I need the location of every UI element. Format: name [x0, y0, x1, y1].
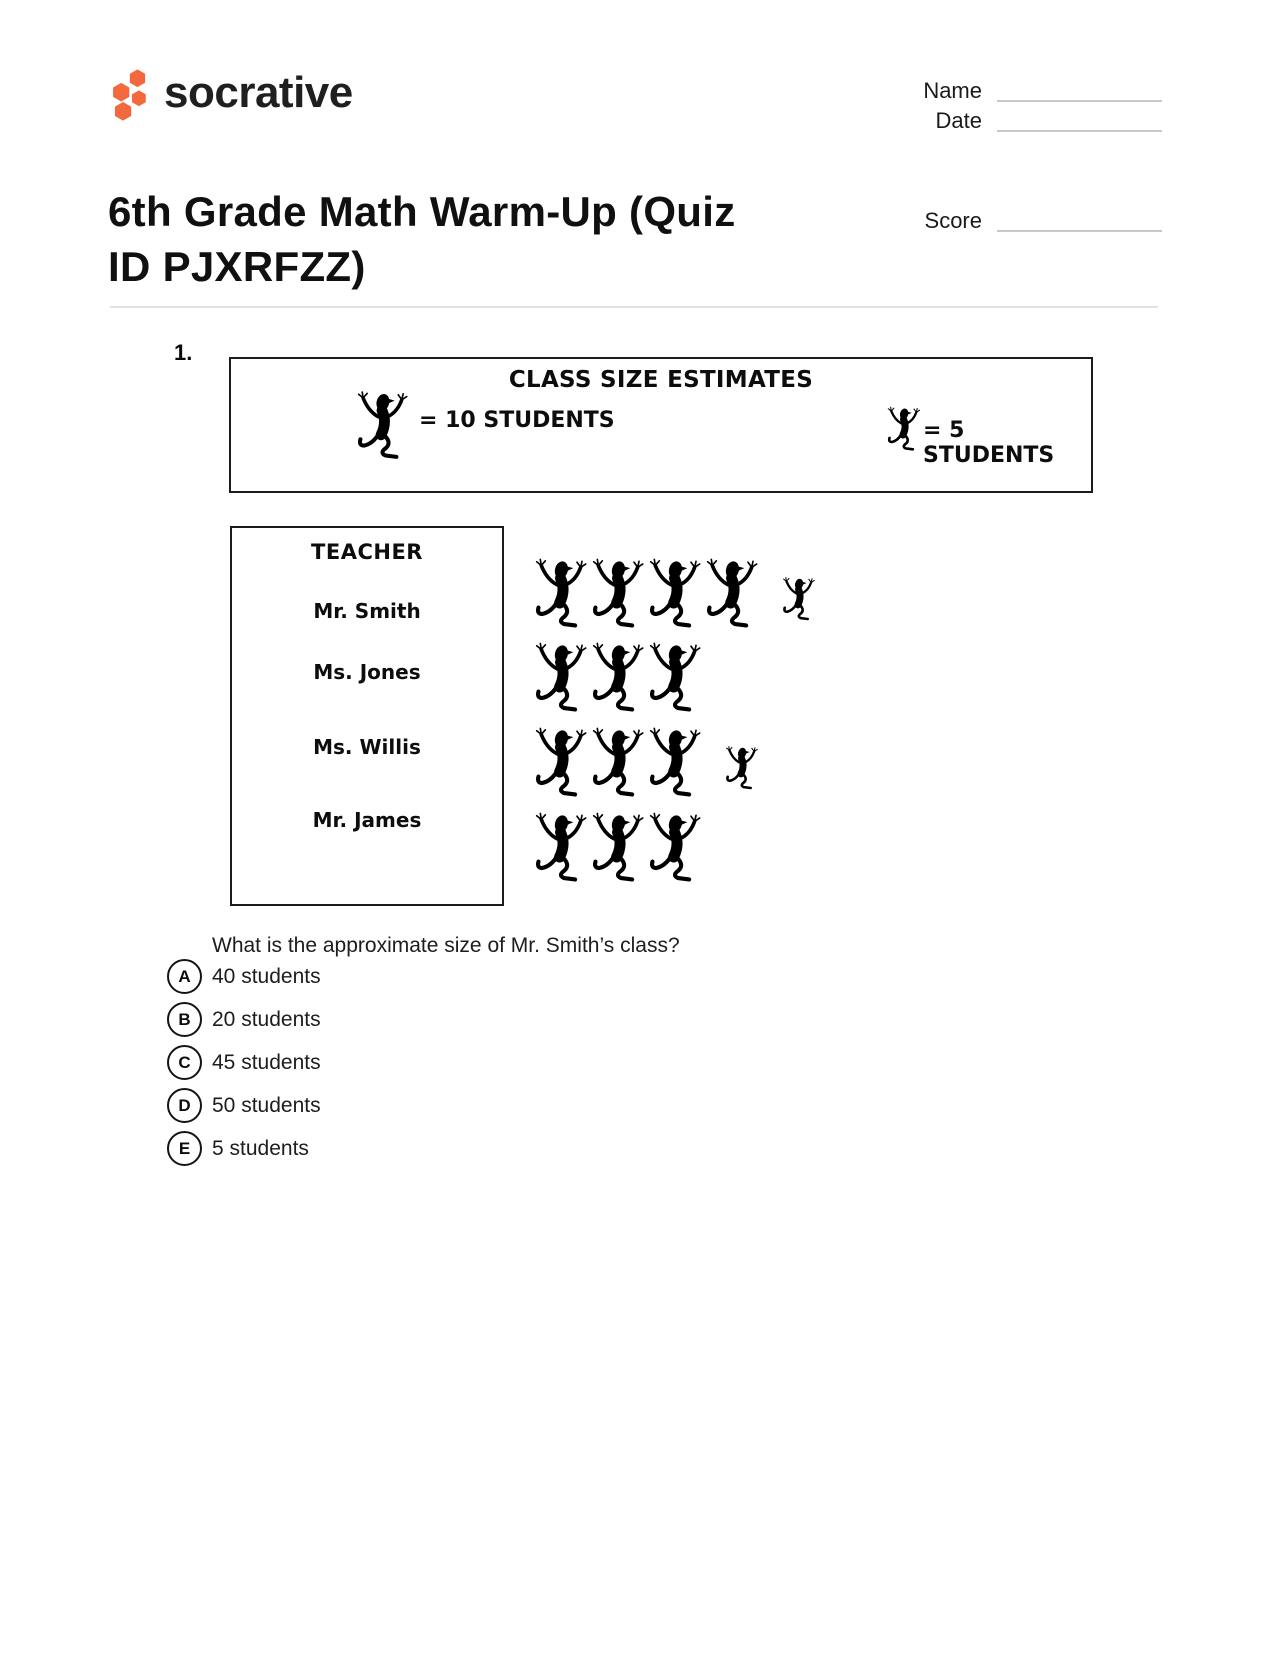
- answer-option-c[interactable]: [167, 1045, 321, 1080]
- option-letter-bubble[interactable]: E: [167, 1131, 202, 1166]
- option-text: 40 students: [212, 964, 321, 988]
- large-student-figure-icon: [647, 808, 702, 884]
- small-student-figure-icon: [781, 575, 816, 621]
- name-field: [860, 78, 1162, 102]
- large-student-figure-icon: [704, 554, 759, 630]
- pictograph-row-ms-jones: [533, 638, 704, 714]
- small-student-figure-icon: [886, 404, 921, 452]
- option-text: 20 students: [212, 1007, 321, 1031]
- option-letter-bubble[interactable]: B: [167, 1002, 202, 1037]
- score-blank-line: [997, 206, 1162, 232]
- teacher-column-header: TEACHER: [311, 540, 423, 564]
- socrative-hexagon-icon: [110, 68, 151, 122]
- teacher-row-label: Mr. James: [312, 808, 422, 832]
- large-student-figure-icon: [590, 554, 645, 630]
- legend-title: CLASS SIZE ESTIMATES: [508, 367, 814, 393]
- answer-option-e[interactable]: [167, 1131, 321, 1166]
- teacher-row-label: Mr. Smith: [313, 599, 421, 623]
- large-student-figure-icon: [533, 723, 588, 799]
- pictograph-figures: [533, 526, 1053, 906]
- score-label: Score: [924, 208, 982, 233]
- large-student-figure-icon: [647, 723, 702, 799]
- option-letter-bubble[interactable]: A: [167, 959, 202, 994]
- header-divider: [110, 306, 1158, 308]
- teacher-row-label: Ms. Willis: [313, 735, 421, 759]
- answer-option-a[interactable]: [167, 959, 321, 994]
- socrative-logo: [110, 68, 353, 122]
- logo-wordmark: socrative: [164, 68, 353, 117]
- legend-large-unit-label: = 10 STUDENTS: [419, 408, 615, 433]
- answer-option-b[interactable]: [167, 1002, 321, 1037]
- page-title: 6th Grade Math Warm-Up (Quiz ID PJXRFZZ): [108, 188, 736, 291]
- score-field: [860, 208, 1162, 232]
- question-prompt: What is the approximate size of Mr. Smith’s class?: [212, 934, 680, 957]
- pictograph-legend-box: [229, 357, 1093, 493]
- large-student-figure-icon: [590, 638, 645, 714]
- name-label: Name: [923, 78, 982, 103]
- option-text: 50 students: [212, 1093, 321, 1117]
- pictograph-row-mr-smith: [533, 554, 816, 630]
- date-label: Date: [935, 108, 982, 133]
- option-text: 5 students: [212, 1136, 309, 1160]
- large-student-figure-icon: [590, 723, 645, 799]
- name-blank-line: [997, 76, 1162, 102]
- date-blank-line: [997, 106, 1162, 132]
- teacher-row-label: Ms. Jones: [313, 660, 421, 684]
- large-student-figure-icon: [647, 638, 702, 714]
- option-letter-bubble[interactable]: D: [167, 1088, 202, 1123]
- small-student-figure-icon: [724, 744, 759, 790]
- large-student-figure-icon: [533, 554, 588, 630]
- pictograph-row-ms-willis: [533, 723, 759, 799]
- teacher-table: [230, 526, 504, 906]
- option-letter-bubble[interactable]: C: [167, 1045, 202, 1080]
- answer-options: [167, 959, 321, 1174]
- pictograph-row-mr-james: [533, 808, 704, 884]
- option-text: 45 students: [212, 1050, 321, 1074]
- large-student-figure-icon: [355, 383, 409, 465]
- legend-small-unit-label: = 5 STUDENTS: [923, 418, 1055, 468]
- date-field: [860, 108, 1162, 132]
- large-student-figure-icon: [590, 808, 645, 884]
- large-student-figure-icon: [533, 638, 588, 714]
- answer-option-d[interactable]: [167, 1088, 321, 1123]
- large-student-figure-icon: [647, 554, 702, 630]
- question-number: 1.: [174, 340, 193, 365]
- large-student-figure-icon: [533, 808, 588, 884]
